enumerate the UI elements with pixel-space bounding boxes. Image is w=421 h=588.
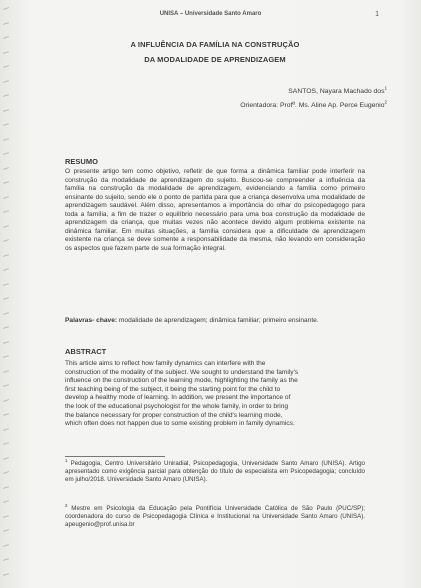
page-number: 1	[375, 11, 379, 18]
margin-tick	[3, 312, 9, 315]
margin-tick	[3, 210, 9, 213]
advisor-footnote-ref: 2	[384, 99, 387, 105]
margin-tick	[3, 544, 9, 547]
footnote-2-text: Mestre em Psicologia da Educação pela Pontifícia Universidade Católica de São Paulo (PUC/SP); coordenadora do curso de Psicopedagogia Clínica e Institucional na Universidade Santo Amaro (UNISA). apeugenio@prof.unisa.br	[65, 505, 365, 529]
margin-tick	[3, 36, 9, 39]
abstract-line: which often does not happen due to some existing problem in family dynamics.	[65, 420, 295, 428]
margin-tick	[3, 558, 9, 561]
abstract-body	[65, 360, 375, 429]
margin-tick	[3, 370, 9, 373]
margin-tick	[3, 196, 9, 199]
margin-tick	[3, 457, 9, 460]
margin-tick	[3, 428, 9, 431]
author-block	[240, 85, 387, 113]
margin-tick	[3, 65, 9, 68]
author-footnote-ref: 1	[384, 85, 387, 91]
margin-tick	[3, 268, 9, 271]
keywords-label: Palavras- chave:	[65, 317, 118, 324]
advisor-name: Orientadora: Profª. Ms. Aline Ap. Perce Eugenio	[240, 102, 385, 109]
footnote-2-mark: 2	[65, 502, 68, 508]
margin-tick	[3, 80, 9, 83]
abstract-line: develop a healthy mode of learning. In addition, we present the importance of	[65, 394, 291, 402]
abstract-line: the look of the educational psychologist for the whole family, in order to bring	[65, 402, 289, 410]
author-name: SANTOS, Nayara Machado dos	[288, 88, 385, 95]
margin-tick	[3, 239, 9, 242]
margin-tick	[3, 138, 9, 141]
title-line-1: A INFLUÊNCIA DA FAMÍLIA NA CONSTRUÇÃO	[130, 40, 300, 49]
margin-tick	[3, 486, 9, 489]
margin-tick	[3, 254, 9, 257]
margin-tick	[3, 167, 9, 170]
margin-tick	[3, 573, 9, 576]
margin-tick	[3, 384, 9, 387]
margin-tick	[3, 529, 9, 532]
margin-tick	[3, 109, 9, 112]
abstract-line: influence on the construction of the learning mode, highlighting the family as the	[65, 377, 298, 385]
author-line	[240, 85, 387, 99]
margin-tick	[3, 515, 9, 518]
footnote-divider	[65, 456, 165, 457]
resumo-body: O presente artigo tem como objetivo, refletir de que forma a dinâmica familiar pode interferir na construção da modalidade de aprendizagem do sujeito. Buscou-se compreender a influência da família na construção da modalidade de aprendizagem, evidenciando a família como primeiro ensinante do sujeito, sendo ele o ponto de partida para que a criança desenvolva uma modalidade de aprendizagem saudável. Além disso, apresentamos a importância do olhar do psicopedagogo para toda a família, a fim de trazer o equilíbrio necessário para uma boa construção da modalidade de aprendizagem da criança, que muitas vezes não acontece devido algum problema existente na dinâmica familiar. Em muitas situações, a família considera que a dificuldade de aprendizagem existente na criança se deve somente a responsabilidade da mesma, não levando em consideração os aspectos que fazem parte de sua formação integral.	[65, 168, 365, 252]
margin-tick	[3, 123, 9, 126]
article-title	[40, 38, 390, 67]
resumo-heading: RESUMO	[65, 157, 98, 166]
margin-tick	[3, 442, 9, 445]
margin-tick	[3, 225, 9, 228]
abstract-line: the balance necessary for proper construction of the child's learning mode,	[65, 411, 283, 419]
margin-tick	[3, 471, 9, 474]
margin-tick	[3, 152, 9, 155]
margin-tick	[3, 326, 9, 329]
margin-tick	[3, 355, 9, 358]
margin-tick	[3, 7, 9, 10]
margin-tick	[3, 399, 9, 402]
margin-tick	[3, 181, 9, 184]
abstract-heading: ABSTRACT	[65, 347, 107, 356]
abstract-line: This article aims to reflect how family dynamics can interfere with the	[65, 360, 266, 367]
keywords	[65, 317, 365, 326]
margin-tick	[3, 51, 9, 54]
binding-margin	[3, 8, 13, 583]
margin-tick	[3, 341, 9, 344]
margin-tick	[3, 500, 9, 503]
margin-tick	[3, 94, 9, 97]
margin-tick	[3, 283, 9, 286]
advisor-line	[240, 99, 387, 113]
margin-tick	[3, 297, 9, 300]
margin-tick	[3, 22, 9, 25]
abstract-line: first teaching being of the subject, it being the starting point for the child to	[65, 385, 281, 393]
keywords-text: modalidade de aprendizagem; dinâmica familiar; primeiro ensinante.	[118, 317, 319, 324]
margin-tick	[3, 413, 9, 416]
running-header: UNISA – Universidade Santo Amaro	[159, 11, 262, 17]
abstract-line: construction of the modality of the subject. We sought to understand the family's	[65, 368, 299, 376]
footnote-1	[65, 457, 365, 485]
footnote-2	[65, 502, 365, 530]
footnote-1-text: Pedagogia, Centro Universitário Uniradial, Psicopedagogia, Universidade Santo Amaro (UNISA). Artigo apresentado como exigência parcial para obtenção do título de especialista em Psicopedagogia; concluído em julho/2018. Universidade Santo Amaro (UNISA).	[65, 460, 365, 484]
footnote-1-mark: 1	[65, 457, 68, 463]
title-line-2: DA MODALIDADE DE APRENDIZAGEM	[144, 54, 286, 64]
